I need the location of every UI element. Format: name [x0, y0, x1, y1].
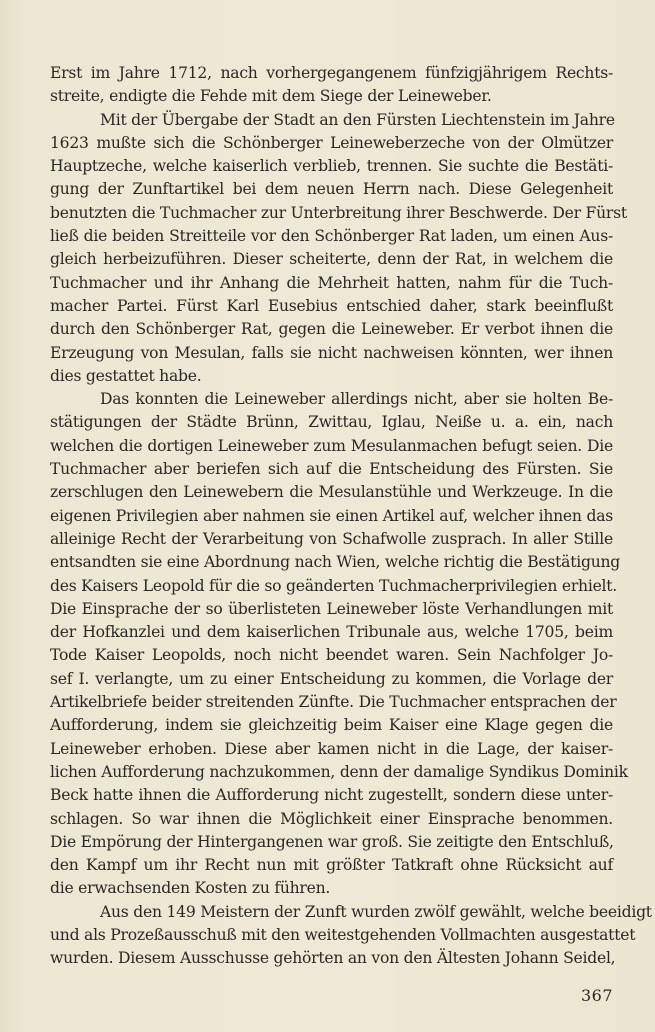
text-line: stätigungen der Städte Brünn, Zwittau, Iglau, Neiße u. a. ein, nach: [50, 413, 613, 432]
body-text: [50, 62, 652, 971]
text-line: Tuchmacher und ihr Anhang die Mehrheit hatten, nahm für die Tuch-: [50, 273, 613, 292]
text-line: macher Partei. Fürst Karl Eusebius entschied daher, stark beeinflußt: [50, 296, 613, 315]
text-line: des Kaisers Leopold für die so geänderten Tuchmacherprivilegien erhielt.: [50, 576, 618, 595]
text-line: der Hofkanzlei und dem kaiserlichen Tribunale aus, welche 1705, beim: [50, 623, 613, 642]
text-line: durch den Schönberger Rat, gegen die Leineweber. Er verbot ihnen die: [50, 320, 613, 339]
text-line: Die Empörung der Hintergangenen war groß. Sie zeitigte den Entschluß,: [50, 832, 614, 851]
paragraph: [50, 388, 628, 901]
text-line: gleich herbeizuführen. Dieser scheiterte, denn der Rat, in welchem die: [50, 250, 613, 269]
text-line: wurden. Diesem Ausschusse gehörten an von den Ältesten Johann Seidel,: [50, 949, 616, 968]
text-line: Artikelbriefe beider streitenden Zünfte. Die Tuchmacher entsprachen der: [50, 693, 617, 712]
text-line: sef I. verlangte, um zu einer Entscheidung zu kommen, die Vorlage der: [50, 669, 613, 688]
text-line: Die Einsprache der so überlisteten Leineweber löste Verhandlungen mit: [50, 599, 613, 618]
text-line: zerschlugen den Leinewebern die Mesulanstühle und Werkzeuge. In die: [50, 483, 613, 502]
paragraph: [50, 901, 652, 971]
text-line: welchen die dortigen Leineweber zum Mesulanmachen befugt seien. Die: [50, 436, 613, 455]
text-line: Beck hatte ihnen die Aufforderung nicht zugestellt, sondern diese unter-: [50, 786, 613, 805]
paragraph: [50, 109, 627, 389]
text-line: alleinige Recht der Verarbeitung von Schafwolle zusprach. In aller Stille: [50, 529, 613, 548]
text-line: ließ die beiden Streitteile vor den Schönberger Rat laden, um einen Aus-: [50, 227, 613, 246]
text-line: Aufforderung, indem sie gleichzeitig beim Kaiser eine Klage gegen die: [50, 716, 613, 735]
text-line: lichen Aufforderung nachzukommen, denn der damalige Syndikus Dominik: [50, 762, 628, 781]
text-line: Das konnten die Leineweber allerdings nicht, aber sie holten Be-: [100, 390, 613, 409]
text-line: Hauptzeche, welche kaiserlich verblieb, trennen. Sie suchte die Bestäti-: [50, 157, 613, 176]
text-line: Tode Kaiser Leopolds, noch nicht beendet waren. Sein Nachfolger Jo-: [50, 646, 613, 665]
text-line: Tuchmacher aber beriefen sich auf die Entscheidung des Fürsten. Sie: [50, 460, 613, 479]
text-line: streite, endigte die Fehde mit dem Siege der Leineweber.: [50, 87, 492, 106]
text-line: benutzten die Tuchmacher zur Unterbreitung ihrer Beschwerde. Der Fürst: [50, 203, 627, 222]
text-line: Aus den 149 Meistern der Zunft wurden zwölf gewählt, welche beeidigt: [100, 902, 652, 921]
paragraph: [50, 62, 613, 109]
text-line: Leineweber erhoben. Diese aber kamen nicht in die Lage, der kaiser-: [50, 739, 613, 758]
text-line: die erwachsenden Kosten zu führen.: [50, 879, 331, 898]
text-line: Erzeugung von Mesulan, falls sie nicht nachweisen könnten, wer ihnen: [50, 343, 613, 362]
text-line: und als Prozeßausschuß mit den weitestgehenden Vollmachten ausgestattet: [50, 925, 636, 944]
text-line: den Kampf um ihr Recht nun mit größter Tatkraft ohne Rücksicht auf: [50, 856, 613, 875]
text-line: entsandten sie eine Abordnung nach Wien, welche richtig die Bestätigung: [50, 553, 621, 572]
text-line: eigenen Privilegien aber nahmen sie einen Artikel auf, welcher ihnen das: [50, 506, 613, 525]
page-number: 367: [580, 986, 613, 1005]
text-line: Mit der Übergabe der Stadt an den Fürsten Liechtenstein im Jahre: [100, 110, 615, 129]
text-line: Erst im Jahre 1712, nach vorhergegangenem fünfzigjährigem Rechts-: [50, 64, 613, 82]
text-line: gung der Zunftartikel bei dem neuen Herrn nach. Diese Gelegenheit: [50, 180, 613, 199]
text-line: dies gestattet habe.: [50, 366, 202, 385]
text-line: schlagen. So war ihnen die Möglichkeit einer Einsprache benommen.: [50, 809, 613, 828]
text-line: 1623 mußte sich die Schönberger Leineweberzeche von der Olmützer: [50, 133, 613, 152]
